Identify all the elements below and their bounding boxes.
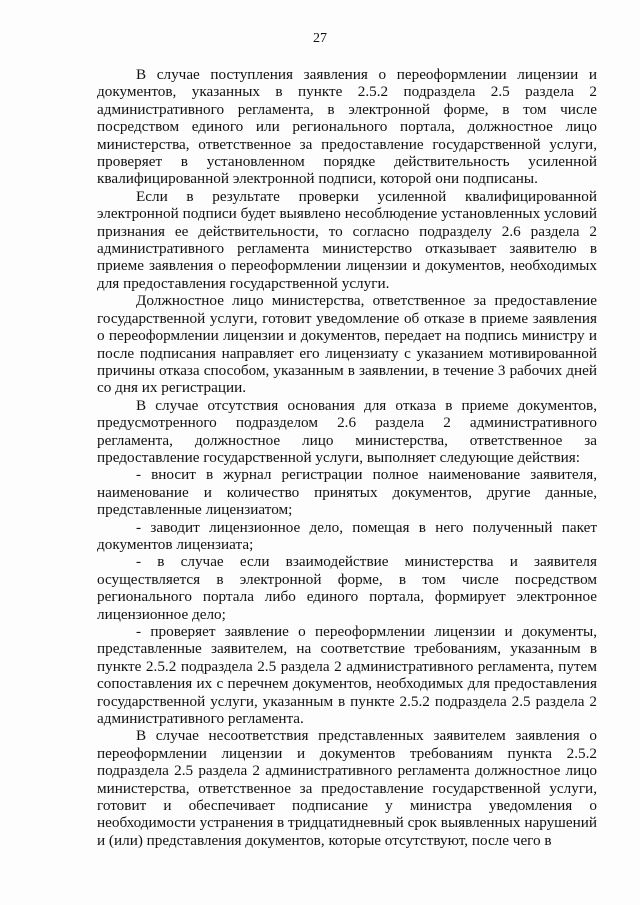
list-item-register-journal: - вносит в журнал регистрации полное наименование заявителя, наименование и количество принятых документов, другие данные, представленные лицензиатом; bbox=[97, 466, 597, 519]
list-item-verify-application: - проверяет заявление о переоформлении лицензии и документы, представленные заявителем, на соответствие требованиям, указанным в пункте 2.5.2 подраздела 2.5 раздела 2 административного регламента, путем сопоставления их с перечнем документов, необходимых для предоставления государственной услуги, указанным в пункте 2.5.2 подраздела 2.5 раздела 2 административного регламента. bbox=[97, 623, 597, 728]
list-item-electronic-file: - в случае если взаимодействие министерства и заявителя осуществляется в электронной форме, в том числе посредством регионального портала либо единого портала, формирует электронное лицензионное дело; bbox=[97, 553, 597, 623]
paragraph-no-refusal-grounds: В случае отсутствия основания для отказа в приеме документов, предусмотренного подразделом 2.6 раздела 2 административного регламента, должностное лицо министерства, ответственное за предоставление государственной услуги, выполняет следующие действия: bbox=[97, 396, 597, 466]
document-body bbox=[97, 66, 597, 849]
paragraph-electronic-signature-check: В случае поступления заявления о переоформлении лицензии и документов, указанных в пункте 2.5.2 подраздела 2.5 раздела 2 административного регламента, в электронной форме, в том числе посредством единого или регионального портала, должностное лицо министерства, ответственное за предоставление государственной услуги, проверяет в установленном порядке действительность усиленной квалифицированной электронной подписи, которой они подписаны. bbox=[97, 66, 597, 188]
paragraph-signature-invalid-refusal: Если в результате проверки усиленной квалифицированной электронной подписи будет выявлено несоблюдение установленных условий признания ее действительности, то согласно подразделу 2.6 раздела 2 административного регламента министерство отказывает заявителю в приеме заявления о переоформлении лицензии и документов, необходимых для предоставления государственной услуги. bbox=[97, 187, 597, 292]
paragraph-refusal-notice: Должностное лицо министерства, ответственное за предоставление государственной услуги, готовит уведомление об отказе в приеме заявления о переоформлении лицензии и документов, передает на подпись министру и после подписания направляет его лицензиату с указанием мотивированной причины отказа способом, указанным в заявлении, в течение 3 рабочих дней со дня их регистрации. bbox=[97, 292, 597, 397]
paragraph-nonconformity-notice: В случае несоответствия представленных заявителем заявления о переоформлении лицензии и документов требованиям пункта 2.5.2 подраздела 2.5 раздела 2 административного регламента должностное лицо министерства, ответственное за предоставление государственной услуги, готовит и обеспечивает подписание у министра уведомления о необходимости устранения в тридцатидневный срок выявленных нарушений и (или) представления документов, которые отсутствуют, после чего в bbox=[97, 727, 597, 849]
list-item-license-file: - заводит лицензионное дело, помещая в него полученный пакет документов лицензиата; bbox=[97, 518, 597, 553]
page-number: 27 bbox=[313, 31, 327, 46]
